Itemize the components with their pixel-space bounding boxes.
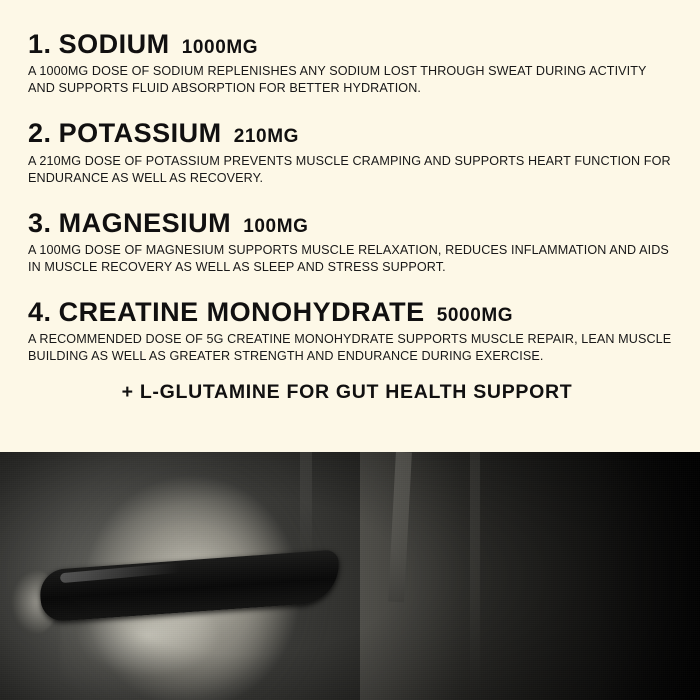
ingredient-name: CREATINE MONOHYDRATE bbox=[58, 297, 425, 328]
ingredient-description: A RECOMMENDED DOSE OF 5G CREATINE MONOHYDRATE SUPPORTS MUSCLE REPAIR, LEAN MUSCLE BUILDING AS WELL AS GREATER STRENGTH AND ENDURANCE DURING EXERCISE. bbox=[28, 332, 672, 364]
ingredient-dose: 100MG bbox=[243, 215, 309, 237]
ingredient-number: 3. bbox=[28, 207, 52, 238]
ingredient-item-sodium bbox=[28, 30, 672, 97]
ingredient-description: A 1000MG DOSE OF SODIUM REPLENISHES ANY SODIUM LOST THROUGH SWEAT DURING ACTIVITY AND SUPPORTS FLUID ABSORPTION FOR BETTER HYDRATION. bbox=[28, 64, 647, 96]
ingredient-number: 1. bbox=[28, 29, 52, 59]
ingredient-item-potassium bbox=[28, 119, 672, 186]
ingredient-description: A 210MG DOSE OF POTASSIUM PREVENTS MUSCLE CRAMPING AND SUPPORTS HEART FUNCTION FOR ENDURANCE AS WELL AS RECOVERY. bbox=[28, 153, 671, 185]
ingredient-number: 4. bbox=[28, 297, 52, 328]
ingredient-name: MAGNESIUM bbox=[58, 207, 232, 238]
ingredient-heading bbox=[28, 298, 672, 326]
athlete-photo bbox=[0, 452, 700, 700]
ingredient-dose: 5000MG bbox=[436, 305, 514, 327]
ingredient-dose: 1000MG bbox=[181, 37, 259, 58]
bonus-ingredient-line: + L-GLUTAMINE FOR GUT HEALTH SUPPORT bbox=[121, 381, 573, 404]
ingredient-heading bbox=[28, 30, 672, 58]
ingredient-dose: 210MG bbox=[233, 126, 300, 148]
ingredient-name: SODIUM bbox=[58, 29, 170, 59]
ingredient-name: POTASSIUM bbox=[58, 118, 222, 149]
ingredient-item-creatine-monohydrate bbox=[28, 298, 672, 365]
ingredient-heading bbox=[28, 119, 672, 147]
ingredient-item-magnesium bbox=[28, 209, 672, 276]
ingredient-heading bbox=[28, 209, 672, 237]
ingredient-description: A 100MG DOSE OF MAGNESIUM SUPPORTS MUSCLE RELAXATION, REDUCES INFLAMMATION AND AIDS IN MUSCLE RECOVERY AS WELL AS SLEEP AND STRESS SUPPORT. bbox=[28, 243, 669, 275]
photo-grain-overlay bbox=[0, 452, 700, 700]
ingredient-number: 2. bbox=[28, 118, 52, 149]
